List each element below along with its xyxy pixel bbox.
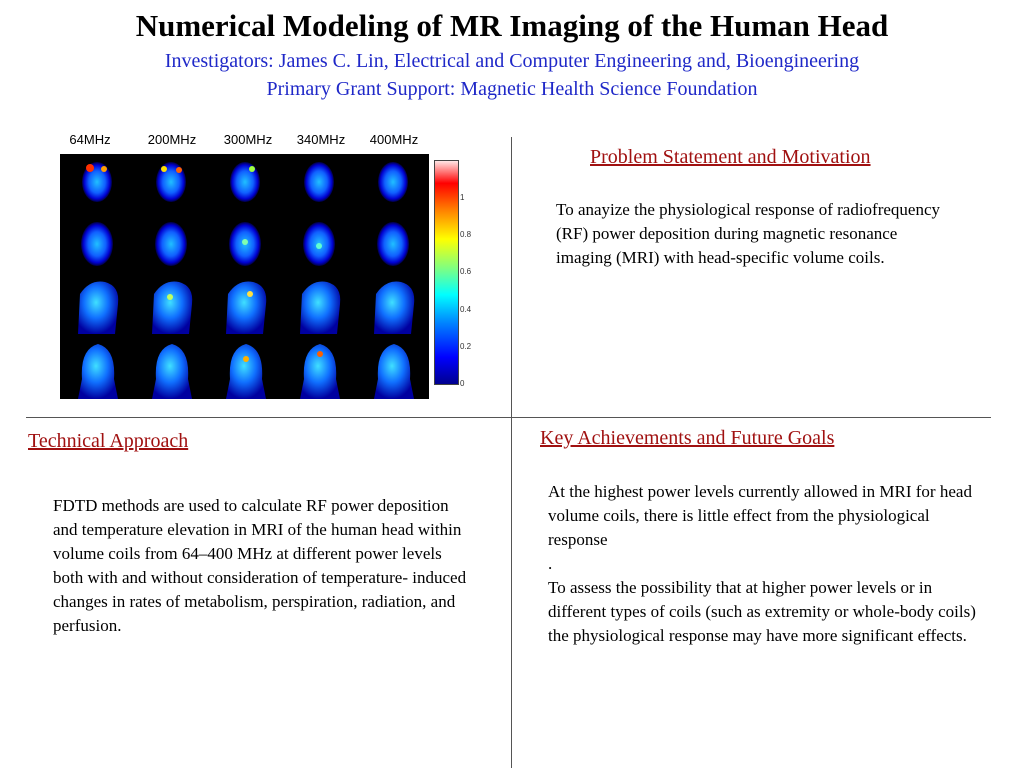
problem-text: To anayize the physiological response of radiofrequency (RF) power deposition during magnetic resonance imaging (MRI) with head-specific volume coils. (556, 200, 941, 267)
achievements-heading: Key Achievements and Future Goals (540, 427, 835, 449)
row-coronal (78, 344, 414, 399)
page-title: Numerical Modeling of MR Imaging of the Human Head (135, 8, 889, 43)
achievement-paragraph: At the highest power levels currently allowed in MRI for head volume coils, there is little effect from the physiological response (548, 482, 972, 549)
colorbar-tick: 0.6 (460, 267, 472, 276)
vertical-divider (511, 137, 512, 768)
sar-distribution-image (60, 154, 429, 399)
colorbar-ticks (460, 160, 484, 388)
future-goal-paragraph: To assess the possibility that at higher power levels or in different types of coils (such as extremity or whole-body coils) the physiological response may have more significant effects. (548, 578, 976, 645)
freq-label: 300MHz (223, 132, 273, 147)
colorbar-tick: 0 (460, 379, 465, 388)
grant-support-line: Primary Grant Support: Magnetic Health Science Foundation (266, 78, 758, 100)
freq-label: 340MHz (296, 132, 346, 147)
frequency-labels (60, 132, 430, 150)
problem-heading: Problem Statement and Motivation (590, 146, 871, 168)
colorbar (434, 160, 459, 385)
achievements-text (548, 480, 988, 648)
colorbar-tick: 0.2 (460, 342, 472, 351)
colorbar-tick: 0.4 (460, 305, 472, 314)
colorbar-tick: 0.8 (460, 230, 472, 239)
freq-label: 400MHz (369, 132, 419, 147)
freq-label: 64MHz (69, 132, 111, 147)
colorbar-tick: 1 (460, 193, 465, 202)
achievement-dot: . (548, 554, 553, 573)
freq-label: 200MHz (147, 132, 197, 147)
row-axial-1 (82, 162, 408, 202)
approach-heading: Technical Approach (28, 430, 189, 452)
approach-text: FDTD methods are used to calculate RF power deposition and temperature elevation in MRI of the human head within volume coils from 64–400 MHz at different power levels both with and without consideration of temperature- induced changes in rates of metabolism, perspiration, radiation, and perfusion. (53, 496, 467, 635)
row-sagittal (78, 282, 414, 335)
horizontal-divider (26, 417, 991, 418)
row-axial-2 (81, 222, 409, 266)
investigators-line: Investigators: James C. Lin, Electrical and Computer Engineering and, Bioengineering (164, 50, 860, 72)
